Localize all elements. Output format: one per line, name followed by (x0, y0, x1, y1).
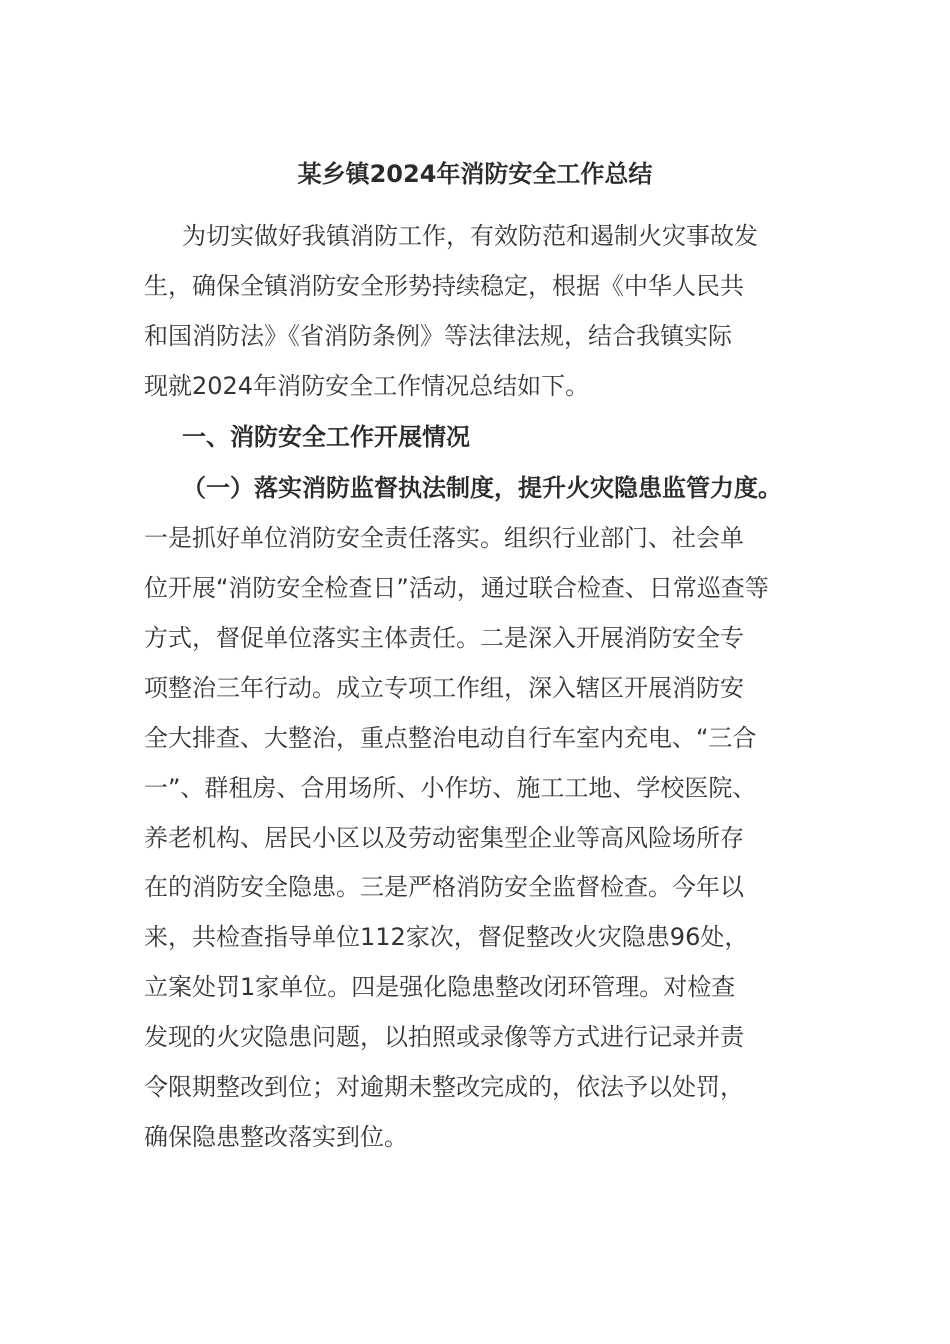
document-title: 某乡镇2024年消防安全工作总结 (297, 160, 653, 188)
body-line-2: 位开展“消防安全检查日”活动，通过联合检查、日常巡查等 (144, 574, 769, 602)
section-heading-1: 一、消防安全工作开展情况 (182, 423, 470, 451)
body-line-7: 养老机构、居民小区以及劳动密集型企业等高风险场所存 (144, 824, 744, 852)
body-line-11: 发现的火灾隐患问题，以拍照或录像等方式进行记录并责 (144, 1023, 744, 1051)
intro-line-3: 和国消防法》《省消防条例》等法律法规，结合我镇实际 (144, 322, 732, 350)
body-line-8: 在的消防安全隐患。三是严格消防安全监督检查。今年以 (144, 873, 744, 901)
body-line-4: 项整治三年行动。成立专项工作组，深入辖区开展消防安 (144, 674, 744, 702)
body-line-6: 一”、群租房、合用场所、小作坊、施工工地、学校医院、 (144, 774, 757, 802)
subsection-heading-1: （一）落实消防监督执法制度，提升火灾隐患监管力度。 (182, 474, 782, 502)
intro-line-2: 生，确保全镇消防安全形势持续稳定，根据《中华人民共 (144, 272, 744, 300)
intro-line-1: 为切实做好我镇消防工作，有效防范和遏制火灾事故发 (182, 222, 758, 250)
body-line-13: 确保隐患整改落实到位。 (144, 1123, 408, 1151)
intro-line-4: 现就2024年消防安全工作情况总结如下。 (144, 372, 590, 400)
body-line-9: 来，共检查指导单位112家次，督促整改火灾隐患96处， (144, 923, 749, 951)
body-line-3: 方式，督促单位落实主体责任。二是深入开展消防安全专 (144, 624, 744, 652)
body-line-12: 令限期整改到位；对逾期未整改完成的，依法予以处罚， (144, 1073, 744, 1101)
body-line-10: 立案处罚1家单位。四是强化隐患整改闭环管理。对检查 (144, 973, 736, 1001)
body-line-5: 全大排查、大整治，重点整治电动自行车室内充电、“三合 (144, 724, 757, 752)
body-line-1: 一是抓好单位消防安全责任落实。组织行业部门、社会单 (144, 524, 744, 552)
